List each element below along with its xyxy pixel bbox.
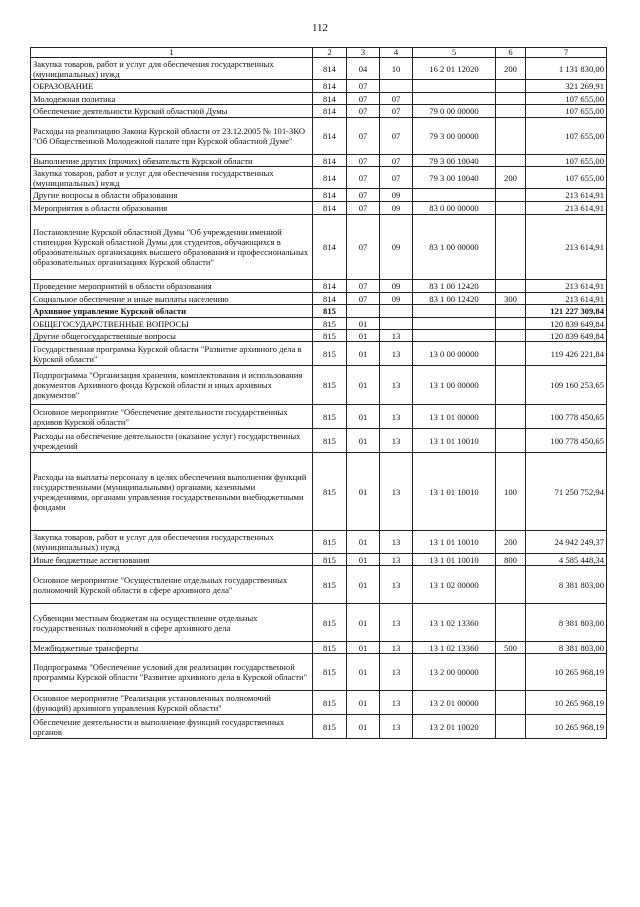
amount-cell: 213 614,91 bbox=[526, 189, 607, 202]
expense-type-cell bbox=[496, 330, 526, 342]
section-code-cell: 01 bbox=[347, 654, 380, 691]
subsection-code-cell: 13 bbox=[380, 342, 413, 366]
ministry-code-cell: 815 bbox=[313, 429, 347, 453]
header-row bbox=[31, 48, 607, 58]
subsection-code-cell: 10 bbox=[380, 58, 413, 80]
target-article-cell: 79 0 00 00000 bbox=[413, 105, 496, 118]
section-code-cell: 07 bbox=[347, 155, 380, 167]
subsection-code-cell: 13 bbox=[380, 366, 413, 405]
section-code-cell: 01 bbox=[347, 453, 380, 531]
expense-type-cell bbox=[496, 118, 526, 155]
ministry-code-cell: 814 bbox=[313, 93, 347, 105]
expense-name-cell: Другие вопросы в области образования bbox=[31, 189, 313, 202]
ministry-code-cell: 814 bbox=[313, 105, 347, 118]
amount-cell: 120 839 649,84 bbox=[526, 318, 607, 330]
target-article-cell: 83 1 00 00000 bbox=[413, 215, 496, 280]
target-article-cell bbox=[413, 318, 496, 330]
expense-type-cell bbox=[496, 604, 526, 642]
target-article-cell: 83 1 00 12420 bbox=[413, 293, 496, 305]
ministry-code-cell: 815 bbox=[313, 566, 347, 604]
target-article-cell: 13 1 01 10010 bbox=[413, 554, 496, 566]
subsection-code-cell bbox=[380, 80, 413, 93]
amount-cell: 107 655,00 bbox=[526, 105, 607, 118]
expense-name-cell: Расходы на реализацию Закона Курской области от 23.12.2005 № 101-ЗКО "Об Общественной Молодежной палате при Курской областной Думе" bbox=[31, 118, 313, 155]
target-article-cell bbox=[413, 189, 496, 202]
section-code-cell: 01 bbox=[347, 366, 380, 405]
amount-cell: 213 614,91 bbox=[526, 293, 607, 305]
section-code-cell: 01 bbox=[347, 642, 380, 654]
subsection-code-cell: 07 bbox=[380, 167, 413, 189]
amount-cell: 100 778 450,65 bbox=[526, 429, 607, 453]
ministry-code-cell: 814 bbox=[313, 167, 347, 189]
expense-name-cell: Расходы на обеспечение деятельности (оказание услуг) государственных учреждений bbox=[31, 429, 313, 453]
section-code-cell: 07 bbox=[347, 93, 380, 105]
subsection-code-cell: 09 bbox=[380, 189, 413, 202]
table-row bbox=[31, 189, 607, 202]
amount-cell: 121 227 309,84 bbox=[526, 305, 607, 318]
table-row bbox=[31, 366, 607, 405]
amount-cell: 107 655,00 bbox=[526, 167, 607, 189]
target-article-cell bbox=[413, 305, 496, 318]
target-article-cell: 16 2 01 12020 bbox=[413, 58, 496, 80]
section-code-cell: 01 bbox=[347, 566, 380, 604]
section-code-cell: 01 bbox=[347, 531, 380, 554]
ministry-code-cell: 815 bbox=[313, 342, 347, 366]
section-code-cell: 01 bbox=[347, 429, 380, 453]
table-row bbox=[31, 566, 607, 604]
expense-name-cell: Обеспечение деятельности Курской областной Думы bbox=[31, 105, 313, 118]
amount-cell: 109 160 253,65 bbox=[526, 366, 607, 405]
subsection-code-cell: 13 bbox=[380, 654, 413, 691]
section-code-cell: 01 bbox=[347, 715, 380, 739]
section-code-cell: 07 bbox=[347, 280, 380, 293]
table-row bbox=[31, 58, 607, 80]
target-article-cell: 83 1 00 12420 bbox=[413, 280, 496, 293]
expense-type-cell: 200 bbox=[496, 167, 526, 189]
amount-cell: 8 381 803,00 bbox=[526, 642, 607, 654]
subsection-code-cell: 13 bbox=[380, 405, 413, 429]
expense-type-cell bbox=[496, 366, 526, 405]
expense-name-cell: Выполнение других (прочих) обязательств Курской области bbox=[31, 155, 313, 167]
header-cell: 2 bbox=[313, 48, 347, 58]
expense-type-cell bbox=[496, 654, 526, 691]
target-article-cell: 13 2 00 00000 bbox=[413, 654, 496, 691]
target-article-cell: 13 1 02 00000 bbox=[413, 566, 496, 604]
subsection-code-cell: 13 bbox=[380, 330, 413, 342]
amount-cell: 10 265 968,19 bbox=[526, 691, 607, 715]
expense-name-cell: Субвенции местным бюджетам на осуществление отдельных государственных полномочий в сфере архивного дела bbox=[31, 604, 313, 642]
amount-cell: 71 250 752,94 bbox=[526, 453, 607, 531]
expense-type-cell bbox=[496, 566, 526, 604]
ministry-code-cell: 815 bbox=[313, 330, 347, 342]
ministry-code-cell: 814 bbox=[313, 215, 347, 280]
header-cell: 7 bbox=[526, 48, 607, 58]
expense-name-cell: ОБЩЕГОСУДАРСТВЕННЫЕ ВОПРОСЫ bbox=[31, 318, 313, 330]
expense-name-cell: Подпрограмма "Обеспечение условий для реализации государственной программы Курской области "Развитие архивного дела в Курской области" bbox=[31, 654, 313, 691]
expense-type-cell bbox=[496, 715, 526, 739]
table-row bbox=[31, 405, 607, 429]
expense-type-cell bbox=[496, 155, 526, 167]
expense-name-cell: Государственная программа Курской области "Развитие архивного дела в Курской области" bbox=[31, 342, 313, 366]
section-code-cell: 07 bbox=[347, 189, 380, 202]
table-row bbox=[31, 118, 607, 155]
ministry-code-cell: 815 bbox=[313, 642, 347, 654]
expense-name-cell: Межбюджетные трансферты bbox=[31, 642, 313, 654]
expense-name-cell: Постановление Курской областной Думы "Об учреждении именной стипендии Курской областной Думы для студентов, обучающихся в образовательных организациях высшего образования и профессиональных образовательных организациях Курской области" bbox=[31, 215, 313, 280]
amount-cell: 107 655,00 bbox=[526, 155, 607, 167]
table-row bbox=[31, 604, 607, 642]
table-row bbox=[31, 155, 607, 167]
subsection-code-cell: 13 bbox=[380, 566, 413, 604]
table-row bbox=[31, 531, 607, 554]
subsection-code-cell: 09 bbox=[380, 202, 413, 215]
expense-type-cell bbox=[496, 318, 526, 330]
expense-type-cell bbox=[496, 405, 526, 429]
ministry-code-cell: 815 bbox=[313, 453, 347, 531]
target-article-cell bbox=[413, 93, 496, 105]
section-code-cell: 01 bbox=[347, 342, 380, 366]
target-article-cell: 13 1 01 10010 bbox=[413, 531, 496, 554]
target-article-cell: 79 3 00 00000 bbox=[413, 118, 496, 155]
expense-name-cell: Расходы на выплаты персоналу в целях обеспечения выполнения функций государственными (муниципальными) органами, казенными учреждениями, органами управления государственными внебюджетными фондами bbox=[31, 453, 313, 531]
ministry-code-cell: 814 bbox=[313, 155, 347, 167]
target-article-cell bbox=[413, 330, 496, 342]
expense-name-cell: Закупка товаров, работ и услуг для обеспечения государственных (муниципальных) нужд bbox=[31, 58, 313, 80]
section-code-cell: 01 bbox=[347, 691, 380, 715]
amount-cell: 10 265 968,19 bbox=[526, 654, 607, 691]
section-code-cell: 01 bbox=[347, 318, 380, 330]
amount-cell: 107 655,00 bbox=[526, 118, 607, 155]
subsection-code-cell: 13 bbox=[380, 642, 413, 654]
section-code-cell: 01 bbox=[347, 405, 380, 429]
ministry-code-cell: 814 bbox=[313, 80, 347, 93]
amount-cell: 107 655,00 bbox=[526, 93, 607, 105]
expense-name-cell: Обеспечение деятельности и выполнение функций государственных органов bbox=[31, 715, 313, 739]
table-row bbox=[31, 691, 607, 715]
subsection-code-cell: 13 bbox=[380, 429, 413, 453]
target-article-cell: 79 3 00 10040 bbox=[413, 155, 496, 167]
section-code-cell: 07 bbox=[347, 118, 380, 155]
subsection-code-cell: 13 bbox=[380, 554, 413, 566]
subsection-code-cell: 13 bbox=[380, 604, 413, 642]
amount-cell: 4 585 448,34 bbox=[526, 554, 607, 566]
ministry-code-cell: 815 bbox=[313, 366, 347, 405]
subsection-code-cell: 13 bbox=[380, 715, 413, 739]
target-article-cell: 13 1 02 13360 bbox=[413, 642, 496, 654]
section-code-cell: 01 bbox=[347, 604, 380, 642]
ministry-code-cell: 815 bbox=[313, 305, 347, 318]
expense-name-cell: Закупка товаров, работ и услуг для обеспечения государственных (муниципальных) нужд bbox=[31, 167, 313, 189]
target-article-cell bbox=[413, 80, 496, 93]
section-code-cell: 01 bbox=[347, 330, 380, 342]
table-row bbox=[31, 93, 607, 105]
target-article-cell: 83 0 00 00000 bbox=[413, 202, 496, 215]
amount-cell: 321 269,91 bbox=[526, 80, 607, 93]
section-code-cell: 01 bbox=[347, 554, 380, 566]
expense-type-cell bbox=[496, 305, 526, 318]
header-cell: 3 bbox=[347, 48, 380, 58]
target-article-cell: 13 1 01 10010 bbox=[413, 429, 496, 453]
target-article-cell: 79 3 00 10040 bbox=[413, 167, 496, 189]
expense-name-cell: Основное мероприятие "Реализация установленных полномочий (функций) архивного управления Курской области" bbox=[31, 691, 313, 715]
page-number: 112 bbox=[311, 22, 329, 34]
expense-type-cell bbox=[496, 691, 526, 715]
ministry-code-cell: 815 bbox=[313, 654, 347, 691]
target-article-cell: 13 1 00 00000 bbox=[413, 366, 496, 405]
subsection-code-cell: 09 bbox=[380, 280, 413, 293]
subsection-code-cell: 07 bbox=[380, 118, 413, 155]
ministry-code-cell: 815 bbox=[313, 531, 347, 554]
ministry-code-cell: 815 bbox=[313, 604, 347, 642]
expense-name-cell: Молодежная политика bbox=[31, 93, 313, 105]
amount-cell: 213 614,91 bbox=[526, 202, 607, 215]
expense-type-cell bbox=[496, 280, 526, 293]
subsection-code-cell bbox=[380, 318, 413, 330]
table-row bbox=[31, 202, 607, 215]
section-code-cell bbox=[347, 305, 380, 318]
subsection-code-cell bbox=[380, 305, 413, 318]
amount-cell: 1 131 830,00 bbox=[526, 58, 607, 80]
ministry-code-cell: 814 bbox=[313, 293, 347, 305]
subsection-code-cell: 07 bbox=[380, 155, 413, 167]
table-row bbox=[31, 342, 607, 366]
table-row bbox=[31, 715, 607, 739]
table-row bbox=[31, 429, 607, 453]
expense-name-cell: Мероприятия в области образования bbox=[31, 202, 313, 215]
ministry-code-cell: 814 bbox=[313, 280, 347, 293]
section-code-cell: 04 bbox=[347, 58, 380, 80]
section-code-cell: 07 bbox=[347, 202, 380, 215]
expense-type-cell bbox=[496, 80, 526, 93]
table-row bbox=[31, 105, 607, 118]
expense-type-cell bbox=[496, 189, 526, 202]
ministry-code-cell: 814 bbox=[313, 58, 347, 80]
target-article-cell: 13 0 00 00000 bbox=[413, 342, 496, 366]
subsection-code-cell: 07 bbox=[380, 93, 413, 105]
expense-name-cell: ОБРАЗОВАНИЕ bbox=[31, 80, 313, 93]
amount-cell: 119 426 221,84 bbox=[526, 342, 607, 366]
header-cell: 1 bbox=[31, 48, 313, 58]
expense-type-cell bbox=[496, 93, 526, 105]
section-code-cell: 07 bbox=[347, 105, 380, 118]
section-code-cell: 07 bbox=[347, 215, 380, 280]
amount-cell: 8 381 803,00 bbox=[526, 566, 607, 604]
expense-name-cell: Архивное управление Курской области bbox=[31, 305, 313, 318]
expense-type-cell: 500 bbox=[496, 642, 526, 654]
amount-cell: 100 778 450,65 bbox=[526, 405, 607, 429]
amount-cell: 10 265 968,19 bbox=[526, 715, 607, 739]
target-article-cell: 13 2 01 00000 bbox=[413, 691, 496, 715]
header-cell: 5 bbox=[413, 48, 496, 58]
ministry-code-cell: 814 bbox=[313, 202, 347, 215]
table-row bbox=[31, 642, 607, 654]
target-article-cell: 13 1 01 10010 bbox=[413, 453, 496, 531]
ministry-code-cell: 814 bbox=[313, 118, 347, 155]
table-row bbox=[31, 280, 607, 293]
table-row bbox=[31, 654, 607, 691]
table-row bbox=[31, 318, 607, 330]
header-cell: 6 bbox=[496, 48, 526, 58]
subsection-code-cell: 09 bbox=[380, 215, 413, 280]
amount-cell: 8 381 803,00 bbox=[526, 604, 607, 642]
subsection-code-cell: 13 bbox=[380, 453, 413, 531]
ministry-code-cell: 814 bbox=[313, 189, 347, 202]
expense-type-cell bbox=[496, 105, 526, 118]
ministry-code-cell: 815 bbox=[313, 554, 347, 566]
expense-name-cell: Подпрограмма "Организация хранения, комплектования и использования документов Архивного фонда Курской области и иных архивных документов" bbox=[31, 366, 313, 405]
table-row bbox=[31, 167, 607, 189]
table-row bbox=[31, 305, 607, 318]
header-cell: 4 bbox=[380, 48, 413, 58]
target-article-cell: 13 1 01 00000 bbox=[413, 405, 496, 429]
table-row bbox=[31, 330, 607, 342]
table-row bbox=[31, 453, 607, 531]
ministry-code-cell: 815 bbox=[313, 405, 347, 429]
expense-type-cell: 300 bbox=[496, 293, 526, 305]
expense-type-cell bbox=[496, 429, 526, 453]
expense-type-cell bbox=[496, 342, 526, 366]
expense-name-cell: Проведение мероприятий в области образования bbox=[31, 280, 313, 293]
subsection-code-cell: 13 bbox=[380, 531, 413, 554]
amount-cell: 213 614,91 bbox=[526, 280, 607, 293]
expense-name-cell: Основное мероприятие "Обеспечение деятельности государственных архивов Курской области" bbox=[31, 405, 313, 429]
expense-name-cell: Другие общегосударственные вопросы bbox=[31, 330, 313, 342]
subsection-code-cell: 07 bbox=[380, 105, 413, 118]
subsection-code-cell: 09 bbox=[380, 293, 413, 305]
expense-type-cell: 100 bbox=[496, 453, 526, 531]
section-code-cell: 07 bbox=[347, 80, 380, 93]
expense-name-cell: Основное мероприятие "Осуществление отдельных государственных полномочий Курской области в сфере архивного дела" bbox=[31, 566, 313, 604]
table-row bbox=[31, 293, 607, 305]
expense-type-cell: 200 bbox=[496, 58, 526, 80]
target-article-cell: 13 1 02 13360 bbox=[413, 604, 496, 642]
amount-cell: 120 839 649,84 bbox=[526, 330, 607, 342]
table-row bbox=[31, 554, 607, 566]
table-row bbox=[31, 215, 607, 280]
section-code-cell: 07 bbox=[347, 167, 380, 189]
target-article-cell: 13 2 01 10020 bbox=[413, 715, 496, 739]
expense-name-cell: Иные бюджетные ассигнования bbox=[31, 554, 313, 566]
ministry-code-cell: 815 bbox=[313, 318, 347, 330]
expense-name-cell: Социальное обеспечение и иные выплаты населению bbox=[31, 293, 313, 305]
section-code-cell: 07 bbox=[347, 293, 380, 305]
expense-type-cell: 200 bbox=[496, 531, 526, 554]
table-row bbox=[31, 80, 607, 93]
expense-type-cell bbox=[496, 202, 526, 215]
amount-cell: 24 942 249,37 bbox=[526, 531, 607, 554]
expense-type-cell bbox=[496, 215, 526, 280]
budget-table bbox=[30, 47, 607, 739]
ministry-code-cell: 815 bbox=[313, 691, 347, 715]
amount-cell: 213 614,91 bbox=[526, 215, 607, 280]
ministry-code-cell: 815 bbox=[313, 715, 347, 739]
subsection-code-cell: 13 bbox=[380, 691, 413, 715]
expense-name-cell: Закупка товаров, работ и услуг для обеспечения государственных (муниципальных) нужд bbox=[31, 531, 313, 554]
expense-type-cell: 800 bbox=[496, 554, 526, 566]
